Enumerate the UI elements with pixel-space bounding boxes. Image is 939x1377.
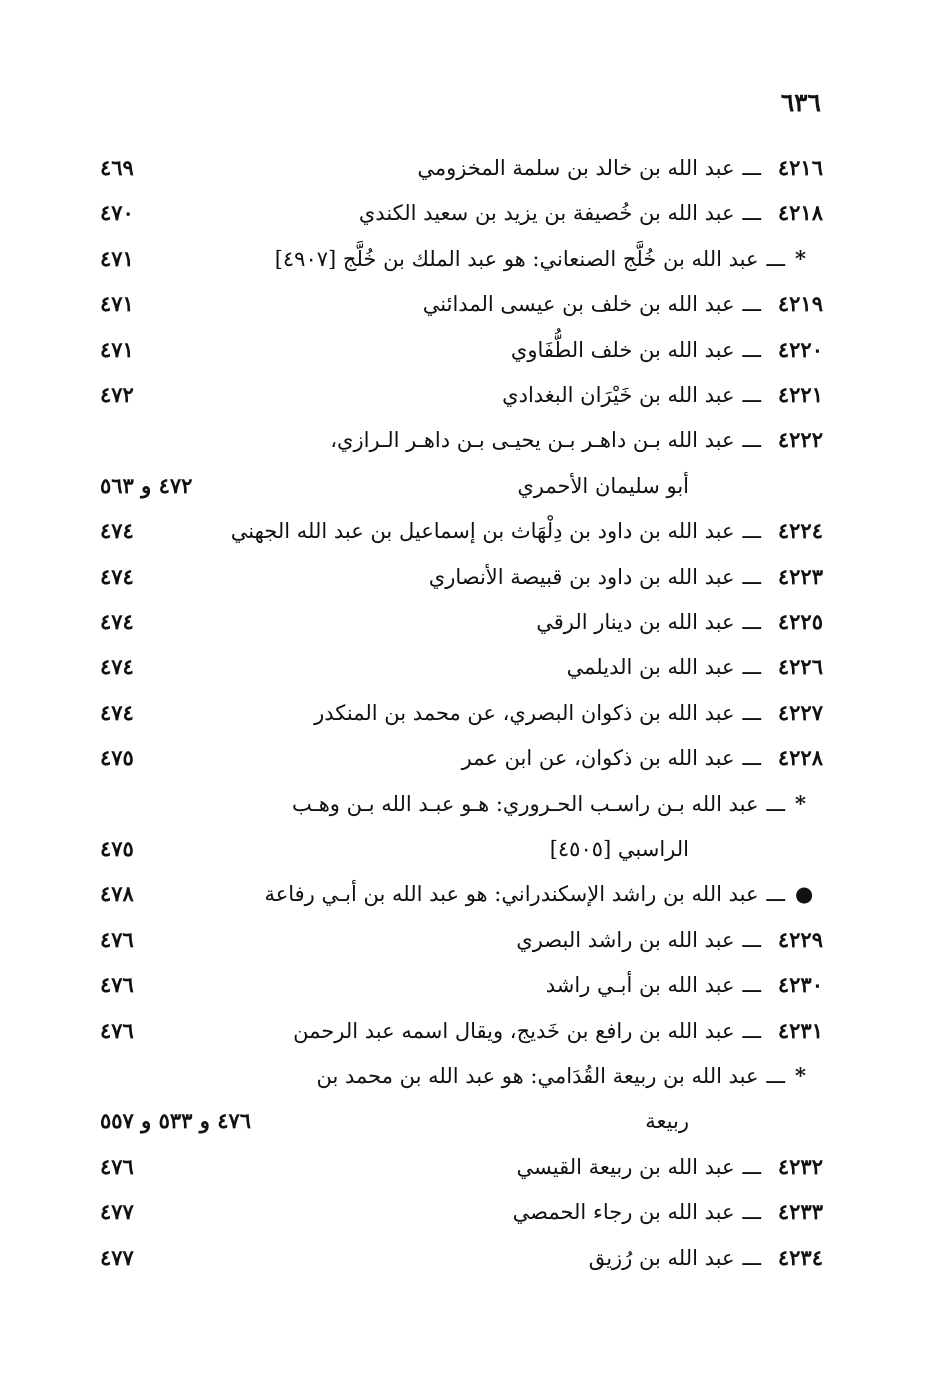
page-reference: ٤٧٤ xyxy=(100,609,134,634)
index-entry xyxy=(0,464,939,508)
index-entry xyxy=(0,282,939,326)
entry-number: ٤٢٢٦ xyxy=(777,654,823,680)
entry-text: عبد الله بن رُزيق xyxy=(588,1245,735,1270)
entry-dash: ـــ xyxy=(766,246,785,271)
entry-text: عبد الله بن خُلَّج الصنعاني: هو عبد الملك بن خُلَّج [٤٩٠٧] xyxy=(274,246,759,271)
entry-main xyxy=(330,418,823,462)
index-entry xyxy=(0,1099,939,1143)
entry-main xyxy=(516,918,823,962)
entry-dash: ـــ xyxy=(766,1064,785,1088)
index-entry xyxy=(0,691,939,735)
entry-number: ٤٢٢٧ xyxy=(777,699,823,725)
entry-number: ٤٢٢٩ xyxy=(777,926,823,952)
entry-dash: ـــ xyxy=(742,1154,761,1179)
page-reference: ٤٧٤ xyxy=(100,699,134,725)
index-entry xyxy=(0,1009,939,1053)
entry-main xyxy=(517,1145,823,1189)
entry-main xyxy=(462,736,823,780)
entry-dash: ـــ xyxy=(766,791,785,816)
page-reference: ٤٧٦ و ٥٣٣ و ٥٥٧ xyxy=(100,1108,252,1134)
entry-text: عبد الله بن ذكوان، عن ابن عمر xyxy=(461,746,735,771)
entry-text: عبد الله بن رافع بن خَديج، ويقال اسمه عبد الرحمن xyxy=(293,1018,735,1043)
entry-main xyxy=(567,645,823,689)
page-reference: ٤٧٧ xyxy=(100,1199,134,1225)
index-entry xyxy=(0,1190,939,1234)
entry-dash: ـــ xyxy=(742,201,761,226)
index-entry xyxy=(0,509,939,553)
page-reference: ٤٧٦ xyxy=(100,926,134,952)
entry-main xyxy=(502,373,823,417)
entry-text: عبد الله بن راشد الإسكندراني: هو عبد الله بن أبـي رفاعة xyxy=(264,882,759,907)
entry-number: ٤٢٢٠ xyxy=(777,336,823,362)
entry-main xyxy=(293,1009,823,1053)
entry-text: عبد الله بـن داهـر بـن يحيـى بـن داهـر الـرازي، xyxy=(330,428,735,453)
page-reference: ٤٧٧ xyxy=(100,1244,134,1270)
entry-number: ٤٢١٦ xyxy=(777,155,823,180)
entry-main xyxy=(316,1054,823,1098)
entry-main xyxy=(546,963,823,1007)
entry-dash: ـــ xyxy=(742,1245,761,1270)
index-entry xyxy=(0,146,939,190)
index-entry xyxy=(0,328,939,372)
entry-dash: ـــ xyxy=(742,519,761,544)
index-entry xyxy=(0,555,939,599)
index-entry xyxy=(0,600,939,644)
entry-dash: ـــ xyxy=(742,973,761,998)
index-entry xyxy=(0,645,939,689)
entry-text: عبد الله بن داود بن دِلْهَاث بن إسماعيل بن عبد الله الجهني xyxy=(230,519,735,544)
entry-text: عبد الله بن الديلمي xyxy=(566,655,735,680)
entry-main xyxy=(429,555,823,599)
entry-number: ٤٢٣٠ xyxy=(777,972,823,998)
entry-text: عبد الله بن خُصيفة بن يزيد بن سعيد الكندي xyxy=(358,201,735,226)
page-reference: ٤٧١ xyxy=(100,336,134,362)
page-number: ٦٣٦ xyxy=(780,88,821,117)
page-reference: ٤٧٤ xyxy=(100,654,134,680)
entry-text: عبد الله بن خلف بن عيسى المدائني xyxy=(422,292,735,317)
entry-number: ٤٢٣٤ xyxy=(777,1244,823,1270)
page-reference: ٤٦٩ xyxy=(100,155,134,180)
entry-dash: ـــ xyxy=(742,927,761,952)
entry-dash: ـــ xyxy=(742,564,761,589)
entry-main xyxy=(423,282,823,326)
index-entry xyxy=(0,782,939,826)
index-entry xyxy=(0,827,939,871)
entry-dash: ـــ xyxy=(742,655,761,680)
entry-number: ٤٢١٨ xyxy=(777,200,823,226)
page-reference: ٤٧١ xyxy=(100,245,134,271)
entry-number: ٤٢١٩ xyxy=(777,291,823,317)
page-reference: ٤٧٢ xyxy=(100,382,134,407)
page-reference: ٤٧٥ xyxy=(100,836,134,861)
index-entry xyxy=(0,1054,939,1098)
index-entry xyxy=(0,191,939,235)
page-reference: ٤٧٦ xyxy=(100,1017,134,1043)
entry-continuation: أبو سليمان الأحمري xyxy=(517,473,689,498)
entry-text: عبد الله بن ربيعة القُدَامي: هو عبد الله بن محمد بن xyxy=(316,1064,759,1088)
entry-text: عبد الله بن خلف الطُّفَاوي xyxy=(510,337,735,362)
entry-main xyxy=(513,1190,823,1234)
entry-dash: ـــ xyxy=(766,882,785,907)
page-reference: ٤٧٤ xyxy=(100,563,134,589)
entry-number: ٤٢٢٢ xyxy=(777,427,823,453)
page-reference: ٤٧٥ xyxy=(100,745,134,771)
entry-dash: ـــ xyxy=(742,292,761,317)
page-reference: ٤٧١ xyxy=(100,291,134,317)
index-entry xyxy=(0,963,939,1007)
entry-dash: ـــ xyxy=(742,428,761,453)
index-entry xyxy=(0,373,939,417)
entry-text: عبد الله بـن راسـب الحـروري: هـو عبـد الله بـن وهـب xyxy=(291,791,759,816)
entry-dash: ـــ xyxy=(742,1200,761,1225)
entry-text: عبد الله بن خالد بن سلمة المخزومي xyxy=(417,156,735,180)
entry-marker: * xyxy=(795,790,806,816)
entry-main xyxy=(417,146,823,190)
entry-dash: ـــ xyxy=(742,383,761,407)
entry-continuation: الراسبي [٤٥٠٥] xyxy=(549,837,689,861)
page-reference: ٤٧٢ و ٥٦٣ xyxy=(100,472,193,498)
entry-main xyxy=(359,191,823,235)
page-reference: ٤٧٠ xyxy=(100,200,134,226)
entry-number: ٤٢٢٣ xyxy=(777,563,823,589)
entry-dash: ـــ xyxy=(742,156,761,180)
index-entry xyxy=(0,736,939,780)
entry-number: ٤٢٢٤ xyxy=(777,518,823,544)
entry-main xyxy=(231,509,823,553)
entry-marker: * xyxy=(795,245,806,271)
entry-dash: ـــ xyxy=(742,1018,761,1043)
entry-number: ٤٢٢٨ xyxy=(777,745,823,771)
entry-text: عبد الله بن ذكوان البصري، عن محمد بن المنكدر xyxy=(314,700,735,725)
entry-number: ٤٢٣١ xyxy=(777,1017,823,1043)
page-reference: ٤٧٦ xyxy=(100,1153,134,1179)
index-entry xyxy=(0,418,939,462)
entry-number: ٤٢٣٣ xyxy=(777,1199,823,1225)
entry-main xyxy=(264,872,823,916)
entry-main xyxy=(275,237,823,281)
entry-dash: ـــ xyxy=(742,337,761,362)
entry-dash: ـــ xyxy=(742,746,761,771)
entry-main xyxy=(511,328,823,372)
entry-continuation: ربيعة xyxy=(645,1109,689,1134)
entry-number: ٤٢٢٥ xyxy=(777,609,823,634)
index-entry xyxy=(0,1236,939,1280)
entry-dash: ـــ xyxy=(742,700,761,725)
entry-text: عبد الله بن أبـي راشد xyxy=(545,973,735,998)
index-entry xyxy=(0,237,939,281)
entry-main xyxy=(292,782,823,826)
entry-text: عبد الله بن ربيعة القيسي xyxy=(516,1154,735,1179)
entry-number: ٤٢٣٢ xyxy=(777,1153,823,1179)
entry-main xyxy=(536,600,823,644)
entry-marker: * xyxy=(795,1063,806,1088)
entry-text: عبد الله بن دينار الرقي xyxy=(536,610,735,634)
entry-text: عبد الله بن داود بن قبيصة الأنصاري xyxy=(428,564,735,589)
entry-text: عبد الله بن خَيْرَان البغدادي xyxy=(502,383,735,407)
page-reference: ٤٧٦ xyxy=(100,972,134,998)
page-reference: ٤٧٨ xyxy=(100,881,134,907)
entry-number: ٤٢٢١ xyxy=(777,382,823,407)
entry-main xyxy=(314,691,823,735)
entry-dash: ـــ xyxy=(742,610,761,634)
entry-text: عبد الله بن رجاء الحمصي xyxy=(512,1200,735,1225)
page-reference: ٤٧٤ xyxy=(100,518,134,544)
entry-text: عبد الله بن راشد البصري xyxy=(516,927,735,952)
index-entry xyxy=(0,872,939,916)
entry-main xyxy=(589,1236,823,1280)
entry-marker: ● xyxy=(795,881,814,907)
index-entry xyxy=(0,1145,939,1189)
index-entry xyxy=(0,918,939,962)
